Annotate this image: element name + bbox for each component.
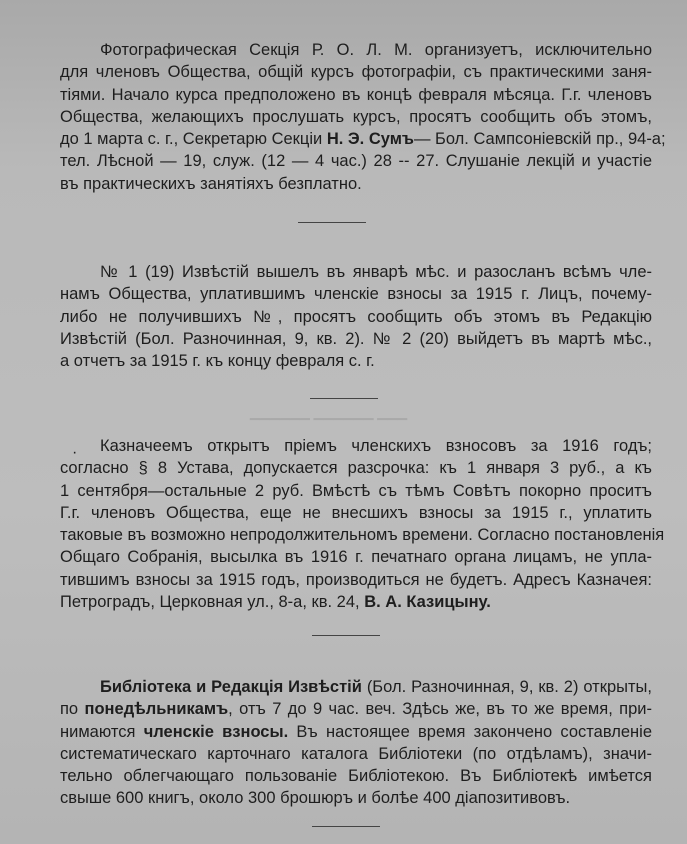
- text-segment: согласно § 8 Устава, допускается разсрочка: къ 1 января 3 руб., а къ: [60, 459, 652, 478]
- text-line: [60, 106, 652, 128]
- text-segment: до 1 марта с. г., Секретарю Секціи: [60, 130, 327, 149]
- bold-text: Н. Э. Сумъ: [326, 130, 414, 149]
- stray-dot: ·: [72, 444, 78, 461]
- text-line: [60, 61, 652, 83]
- text-segment: въ практическихъ занятіяхъ безплатно.: [60, 174, 362, 193]
- bold-text: Библіотека и Редакція Извѣстій: [100, 678, 362, 696]
- text-segment: — Бол. Сампсоніевскій пр., 94-а;: [413, 130, 666, 149]
- text-line: [60, 457, 652, 479]
- text-segment: (Бол. Разночинная, 9, кв. 2) открыты,: [361, 678, 652, 696]
- text-segment: систематическаго карточнаго каталога Библіотеки (по отдѣламъ), значи-: [60, 744, 652, 763]
- text-line: [60, 39, 652, 61]
- text-line: [60, 261, 652, 283]
- text-segment: Фотографическая Секція Р. О. Л. М. организуетъ, исключительно: [100, 41, 652, 59]
- text-line: [60, 128, 666, 150]
- bold-text: понедѣльникамъ: [84, 700, 229, 719]
- text-line: [60, 546, 652, 568]
- text-segment: по: [60, 700, 85, 719]
- text-segment: либо не получившихъ №, просятъ сообщить объ этомъ въ Редакцію: [60, 307, 652, 326]
- text-line: [60, 569, 652, 591]
- text-segment: а отчетъ за 1915 г. къ концу февраля с. г.: [60, 352, 375, 371]
- text-line: [60, 502, 652, 524]
- text-line: [60, 173, 652, 195]
- text-line: [60, 721, 652, 743]
- text-line: [60, 524, 665, 546]
- text-segment: таковые въ возможно непродолжительномъ времени. Согласно постановленія: [60, 526, 665, 545]
- bleed-through-mark: ▁▁▁ ▁▁▁▁▁▁ ▁▁▁▁▁▁: [250, 405, 408, 420]
- text-segment: для членовъ Общества, общій курсъ фотографіи, съ практическими заня-: [60, 63, 652, 82]
- text-segment: 1 сентября—остальные 2 руб. Вмѣстѣ съ тѣмъ Совѣтъ покорно проситъ: [60, 481, 652, 500]
- text-segment: Казначеемъ открытъ пріемъ членскихъ взносовъ за 1916 годъ;: [100, 437, 652, 455]
- text-line: [60, 306, 652, 328]
- text-segment: № 1 (19) Извѣстій вышелъ въ январѣ мѣс. и разосланъ всѣмъ чле-: [100, 263, 652, 281]
- text-line: [60, 283, 652, 305]
- text-segment: Извѣстій (Бол. Разночинная, 9, кв. 2). № 2 (20) выйдетъ въ мартѣ мѣс.,: [60, 329, 652, 348]
- text-segment: , отъ 7 до 9 час. веч. Здѣсь же, въ то же время, при-: [228, 700, 652, 719]
- text-line: [60, 765, 652, 787]
- text-segment: Петроградъ, Церковная ул., 8-а, кв. 24,: [60, 593, 365, 612]
- text-line: [60, 676, 652, 698]
- text-segment: тельно облегчающаго пользованіе Библіотекою. Въ Библіотекѣ имѣется: [60, 767, 652, 786]
- paragraph-library: [60, 676, 652, 810]
- text-segment: намъ Общества, уплатившимъ членскіе взносы за 1915 г. Лицъ, почему-: [60, 285, 652, 304]
- paragraph-izvestia-issue: [60, 261, 652, 372]
- paragraph-treasurer: [60, 435, 665, 613]
- text-segment: Общества, желающихъ прослушать курсъ, просятъ сообщить объ этомъ,: [60, 107, 652, 126]
- text-line: [60, 480, 652, 502]
- paragraph-photo-section: [60, 39, 666, 195]
- text-segment: свыше 600 книгъ, около 300 брошюръ и болѣе 400 діапозитивовъ.: [60, 789, 571, 808]
- text-segment: тел. Лѣсной — 19, служ. (12 — 4 час.) 28 -- 27. Слушаніе лекцій и участіе: [60, 152, 652, 171]
- text-line: [60, 84, 652, 106]
- text-line: [60, 350, 652, 372]
- text-segment: тившимъ взносы за 1915 годъ, производиться не будетъ. Адресъ Казначея:: [60, 570, 652, 589]
- text-line: [60, 435, 652, 457]
- text-line: [60, 591, 652, 613]
- text-line: [60, 328, 652, 350]
- text-line: [60, 743, 652, 765]
- separator-rule: [298, 222, 366, 223]
- separator-rule: [310, 398, 378, 399]
- separator-rule: [312, 635, 380, 636]
- bold-text: членскіе взносы.: [143, 722, 289, 741]
- text-segment: Общаго Собранія, высылка въ 1916 г. печатнаго органа лицамъ, не упла-: [60, 548, 652, 567]
- separator-rule: [312, 826, 380, 827]
- text-segment: нимаются: [60, 722, 144, 741]
- text-line: [60, 787, 652, 809]
- text-line: [60, 150, 652, 172]
- bold-text: В. А. Казицыну.: [364, 593, 491, 612]
- text-line: [60, 698, 652, 720]
- text-segment: Въ настоящее время закончено составленіе: [288, 722, 652, 741]
- text-segment: тіями. Начало курса предположено въ концѣ февраля мѣсяца. Г.г. членовъ: [60, 85, 652, 104]
- text-segment: Г.г. членовъ Общества, еще не внесшихъ взносы за 1915 г., уплатить: [60, 503, 652, 522]
